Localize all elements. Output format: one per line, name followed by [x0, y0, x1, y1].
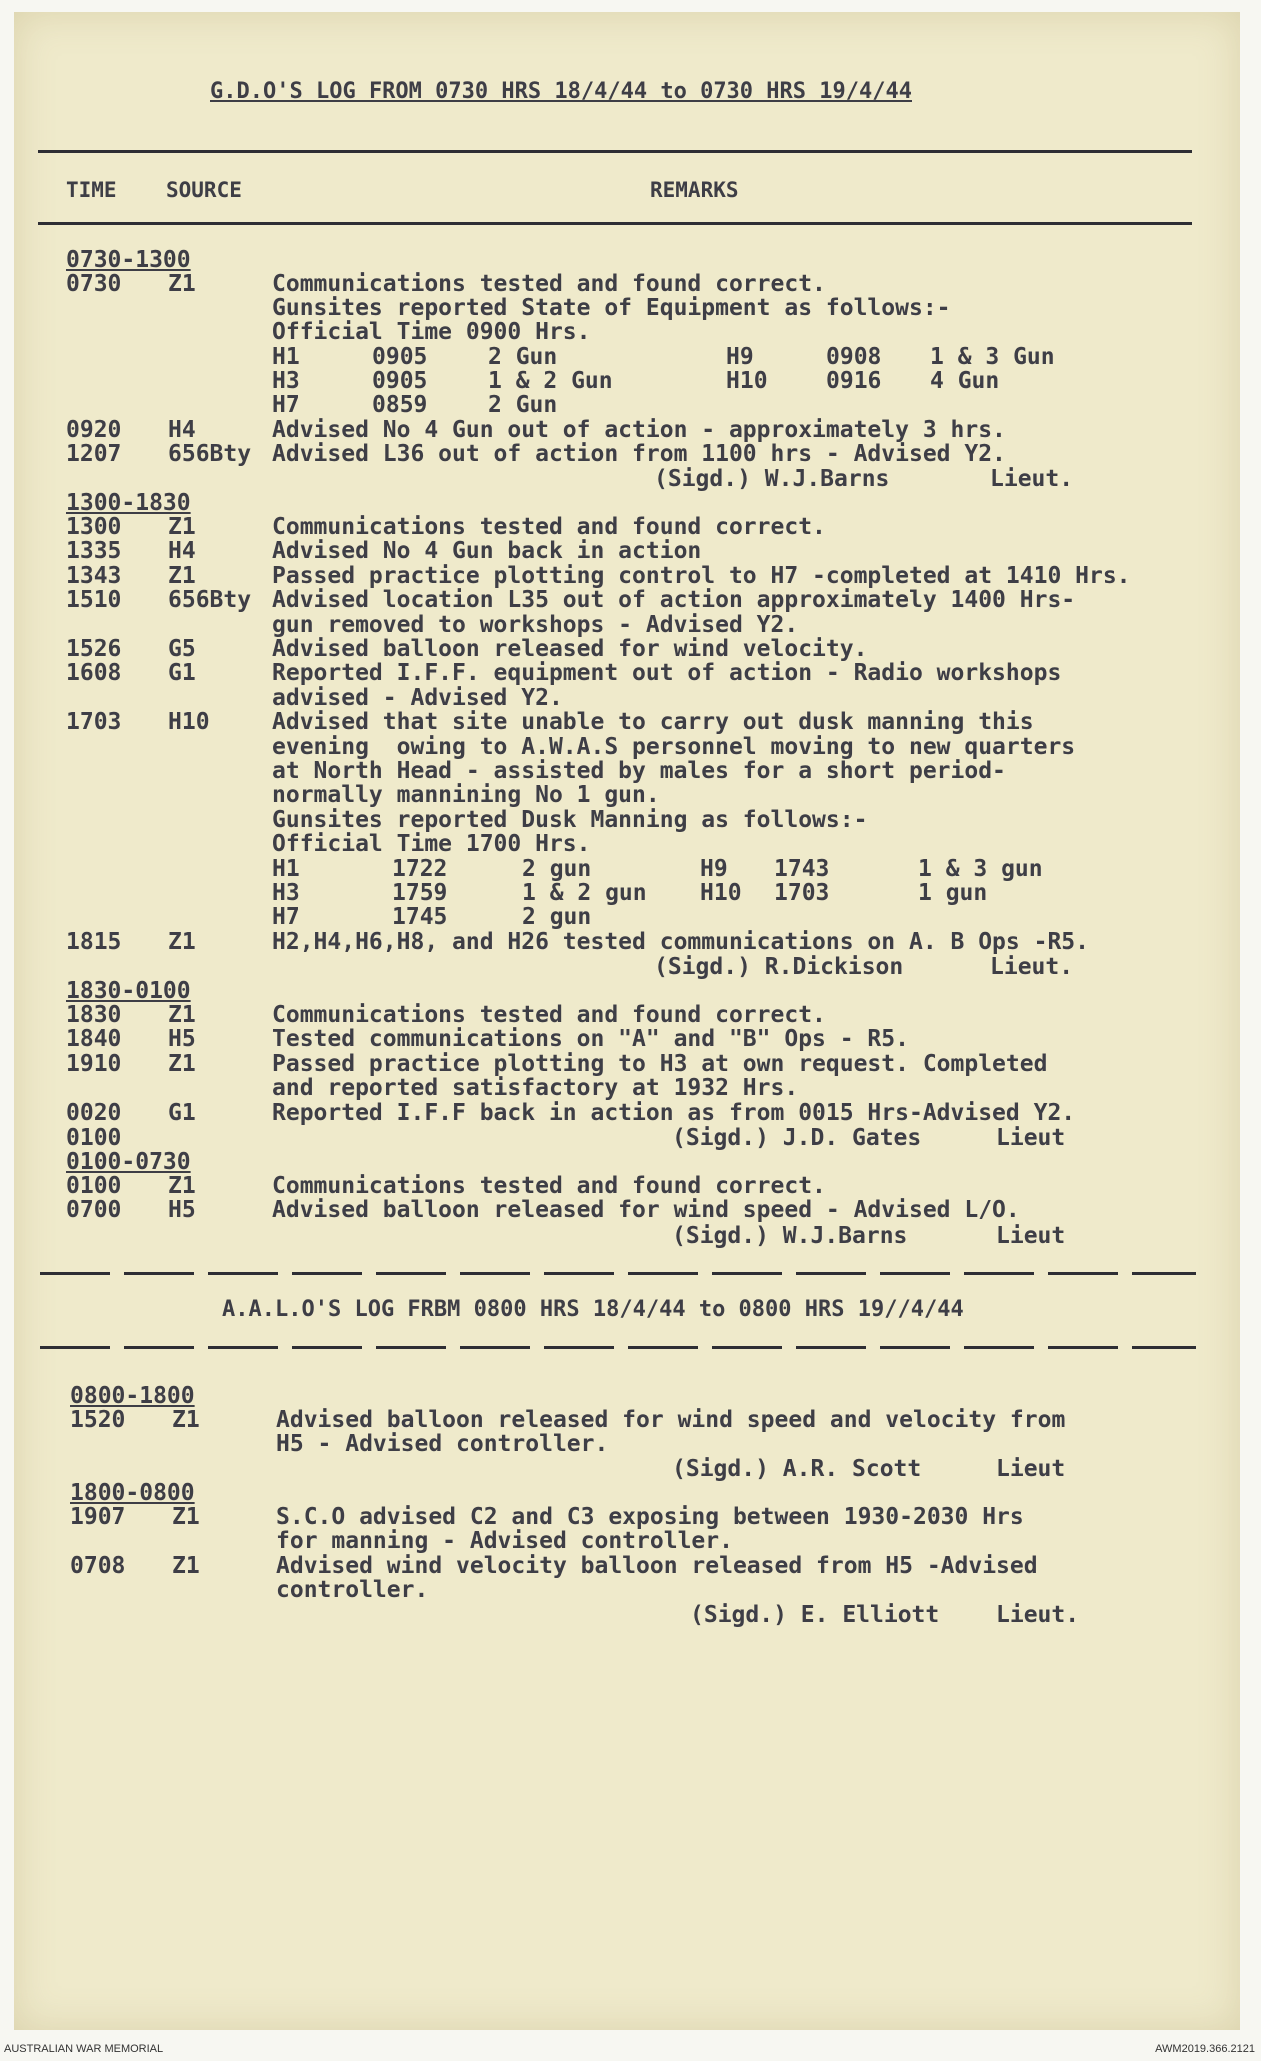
gdo-log-title: G.D.O'S LOG FROM 0730 HRS 18/4/44 to 0730 HRS 19/4/44 — [210, 79, 912, 104]
entry-source: Z1 — [168, 929, 196, 955]
entry-source: Z1 — [172, 1552, 200, 1579]
dusk-guns: 2 gun — [522, 856, 592, 882]
title-rule — [38, 150, 1192, 153]
entry-source: 656Bty — [168, 587, 252, 614]
entry-remark: controller. — [276, 1577, 429, 1604]
entry-time: 1335 — [66, 538, 122, 565]
dusk-site: H10 — [700, 880, 742, 906]
entry-source: Z1 — [168, 271, 196, 297]
entry-source: H10 — [168, 709, 210, 736]
entry-remark: Gunsites reported Dusk Manning as follows:- — [272, 806, 868, 833]
entry-time: 1830 — [66, 1002, 122, 1028]
header-source: SOURCE — [166, 178, 242, 202]
footer-right: AWM2019.366.2121 — [1155, 2043, 1255, 2055]
period-heading: 1830-0100 — [66, 978, 191, 1004]
entry-time: 1608 — [66, 660, 122, 687]
signature-rank: Lieut. — [990, 466, 1074, 492]
entry-time: 1343 — [66, 562, 122, 589]
entry-remark: advised - Advised Y2. — [272, 684, 563, 711]
dusk-time: 1743 — [774, 856, 830, 882]
entry-time: 1207 — [66, 441, 122, 467]
entry-source: G5 — [168, 636, 196, 662]
period-heading: 0730-1300 — [66, 247, 191, 273]
equipment-guns: 1 & 3 Gun — [930, 344, 1055, 370]
equipment-time: 0905 — [372, 344, 428, 370]
dusk-site: H3 — [272, 880, 300, 906]
equipment-guns: 1 & 2 Gun — [488, 368, 613, 394]
entry-time: 1520 — [70, 1407, 126, 1433]
signature-rank: Lieut. — [996, 1602, 1080, 1628]
entry-source: Z1 — [172, 1504, 200, 1530]
entry-time: 0730 — [66, 271, 122, 297]
equipment-time: 0859 — [372, 392, 428, 418]
dusk-time: 1745 — [392, 904, 448, 930]
header-rule — [38, 222, 1192, 225]
entry-remark: Advised location L35 out of action approximately 1400 Hrs- — [272, 587, 1076, 614]
entry-time: 1526 — [66, 636, 122, 662]
entry-time: 1907 — [70, 1504, 126, 1530]
entry-remark: Official Time 0900 Hrs. — [272, 319, 591, 345]
equipment-guns: 2 Gun — [488, 344, 558, 370]
entry-source: Z1 — [168, 1173, 196, 1199]
signature-name: (Sigd.) A.R. Scott — [672, 1456, 922, 1482]
signature-name: (Sigd.) E. Elliott — [690, 1602, 940, 1628]
entry-source: 656Bty — [168, 441, 252, 467]
entry-remark: S.C.O advised C2 and C3 exposing between 1930-2030 Hrs — [276, 1504, 1024, 1530]
entry-remark: at North Head - assisted by males for a short period- — [272, 758, 1006, 784]
entry-remark: Advised balloon released for wind speed - Advised L/O. — [272, 1197, 1020, 1224]
period-heading: 1800-0800 — [70, 1480, 195, 1506]
entry-time: 1300 — [66, 514, 122, 540]
aalo-log-title: A.A.L.O'S LOG FRBM 0800 HRS 18/4/44 to 0800 HRS 19//4/44 — [222, 1297, 964, 1322]
entry-time: 1910 — [66, 1050, 122, 1077]
equipment-site: H3 — [272, 368, 300, 394]
entry-remark: Advised balloon released for wind speed and velocity from — [276, 1407, 1066, 1433]
signature-rank: Lieut — [996, 1125, 1066, 1151]
signature-name: (Sigd.) R.Dickison — [654, 954, 904, 980]
entry-source: Z1 — [168, 562, 196, 589]
entry-remark: normally mannining No 1 gun. — [272, 782, 660, 809]
entry-time: 1840 — [66, 1026, 122, 1053]
entry-remark: Advised No 4 Gun back in action — [272, 538, 702, 565]
entry-remark: evening owing to A.W.A.S personnel moving to new quarters — [272, 733, 1076, 760]
equipment-time: 0916 — [826, 368, 882, 394]
equipment-time: 0905 — [372, 368, 428, 394]
dusk-guns: 1 & 2 gun — [522, 880, 647, 906]
dusk-time: 1759 — [392, 880, 448, 906]
entry-remark: Official Time 1700 Hrs. — [272, 831, 591, 858]
entry-remark: and reported satisfactory at 1932 Hrs. — [272, 1075, 799, 1102]
dusk-site: H9 — [700, 856, 728, 882]
dusk-guns: 2 gun — [522, 904, 592, 930]
entry-remark: H5 - Advised controller. — [276, 1431, 609, 1457]
signature-rank: Lieut. — [990, 954, 1074, 980]
equipment-guns: 2 Gun — [488, 392, 558, 418]
entry-remark: Communications tested and found correct. — [272, 1173, 826, 1199]
entry-remark: Communications tested and found correct. — [272, 1002, 826, 1028]
period-heading: 0800-1800 — [70, 1383, 195, 1409]
entry-source: Z1 — [172, 1407, 200, 1433]
entry-time: 1510 — [66, 587, 122, 614]
entry-remark: Communications tested and found correct. — [272, 271, 826, 297]
entry-time: 1815 — [66, 929, 122, 955]
entry-remark: for manning - Advised controller. — [276, 1528, 733, 1555]
entry-remark: Advised No 4 Gun out of action - approximately 3 hrs. — [272, 417, 1006, 443]
signature-rank: Lieut — [996, 1456, 1066, 1482]
entry-remark: gun removed to workshops - Advised Y2. — [272, 611, 799, 638]
equipment-site: H10 — [726, 368, 768, 394]
equipment-time: 0908 — [826, 344, 882, 370]
entry-remark: Advised balloon released for wind velocity. — [272, 636, 868, 662]
footer-left: AUSTRALIAN WAR MEMORIAL — [4, 2043, 164, 2055]
entry-remark: Tested communications on "A" and "B" Ops - R5. — [272, 1026, 909, 1053]
signature-name: (Sigd.) J.D. Gates — [672, 1125, 922, 1151]
entry-time: 0100 — [66, 1173, 122, 1199]
entry-time: 0700 — [66, 1197, 122, 1224]
dusk-site: H7 — [272, 904, 300, 930]
entry-remark: Gunsites reported State of Equipment as follows:- — [272, 295, 951, 321]
equipment-guns: 4 Gun — [930, 368, 1000, 394]
entry-time: 0100 — [66, 1125, 122, 1151]
dusk-guns: 1 & 3 gun — [918, 856, 1043, 882]
entry-remark: Communications tested and found correct. — [272, 514, 826, 540]
entry-remark: Advised L36 out of action from 1100 hrs - Advised Y2. — [272, 441, 1006, 467]
signature-rank: Lieut — [996, 1223, 1066, 1249]
entry-remark: H2,H4,H6,H8, and H26 tested communications on A. B Ops -R5. — [272, 929, 1089, 955]
signature-name: (Sigd.) W.J.Barns — [672, 1223, 908, 1249]
dusk-guns: 1 gun — [918, 880, 988, 906]
entry-source: H5 — [168, 1197, 196, 1224]
entry-remark: Reported I.F.F back in action as from 0015 Hrs-Advised Y2. — [272, 1099, 1076, 1126]
entry-time: 0708 — [70, 1552, 126, 1579]
entry-remark: Advised that site unable to carry out dusk manning this — [272, 709, 1034, 736]
entry-source: Z1 — [168, 514, 196, 540]
entry-source: H4 — [168, 538, 196, 565]
entry-source: Z1 — [168, 1050, 196, 1077]
entry-remark: Reported I.F.F. equipment out of action - Radio workshops — [272, 660, 1062, 687]
dusk-site: H1 — [272, 856, 300, 882]
entry-source: G1 — [168, 660, 196, 687]
entry-remark: Passed practice plotting control to H7 -completed at 1410 Hrs. — [272, 562, 1131, 589]
period-heading: 1300-1830 — [66, 490, 191, 516]
entry-source: G1 — [168, 1099, 196, 1126]
signature-name: (Sigd.) W.J.Barns — [654, 466, 890, 492]
entry-time: 0920 — [66, 417, 122, 443]
header-remarks: REMARKS — [650, 178, 739, 202]
entry-source: H4 — [168, 417, 196, 443]
entry-time: 1703 — [66, 709, 122, 736]
dusk-time: 1703 — [774, 880, 830, 906]
entry-remark: Passed practice plotting to H3 at own request. Completed — [272, 1050, 1048, 1077]
equipment-site: H1 — [272, 344, 300, 370]
entry-time: 0020 — [66, 1099, 122, 1126]
header-time: TIME — [66, 178, 117, 202]
period-heading: 0100-0730 — [66, 1149, 191, 1175]
entry-source: Z1 — [168, 1002, 196, 1028]
entry-remark: Advised wind velocity balloon released from H5 -Advised — [276, 1552, 1038, 1579]
equipment-site: H7 — [272, 392, 300, 418]
dusk-time: 1722 — [392, 856, 448, 882]
entry-source: H5 — [168, 1026, 196, 1053]
equipment-site: H9 — [726, 344, 754, 370]
section-divider — [40, 1272, 1196, 1275]
section-divider — [40, 1346, 1196, 1349]
